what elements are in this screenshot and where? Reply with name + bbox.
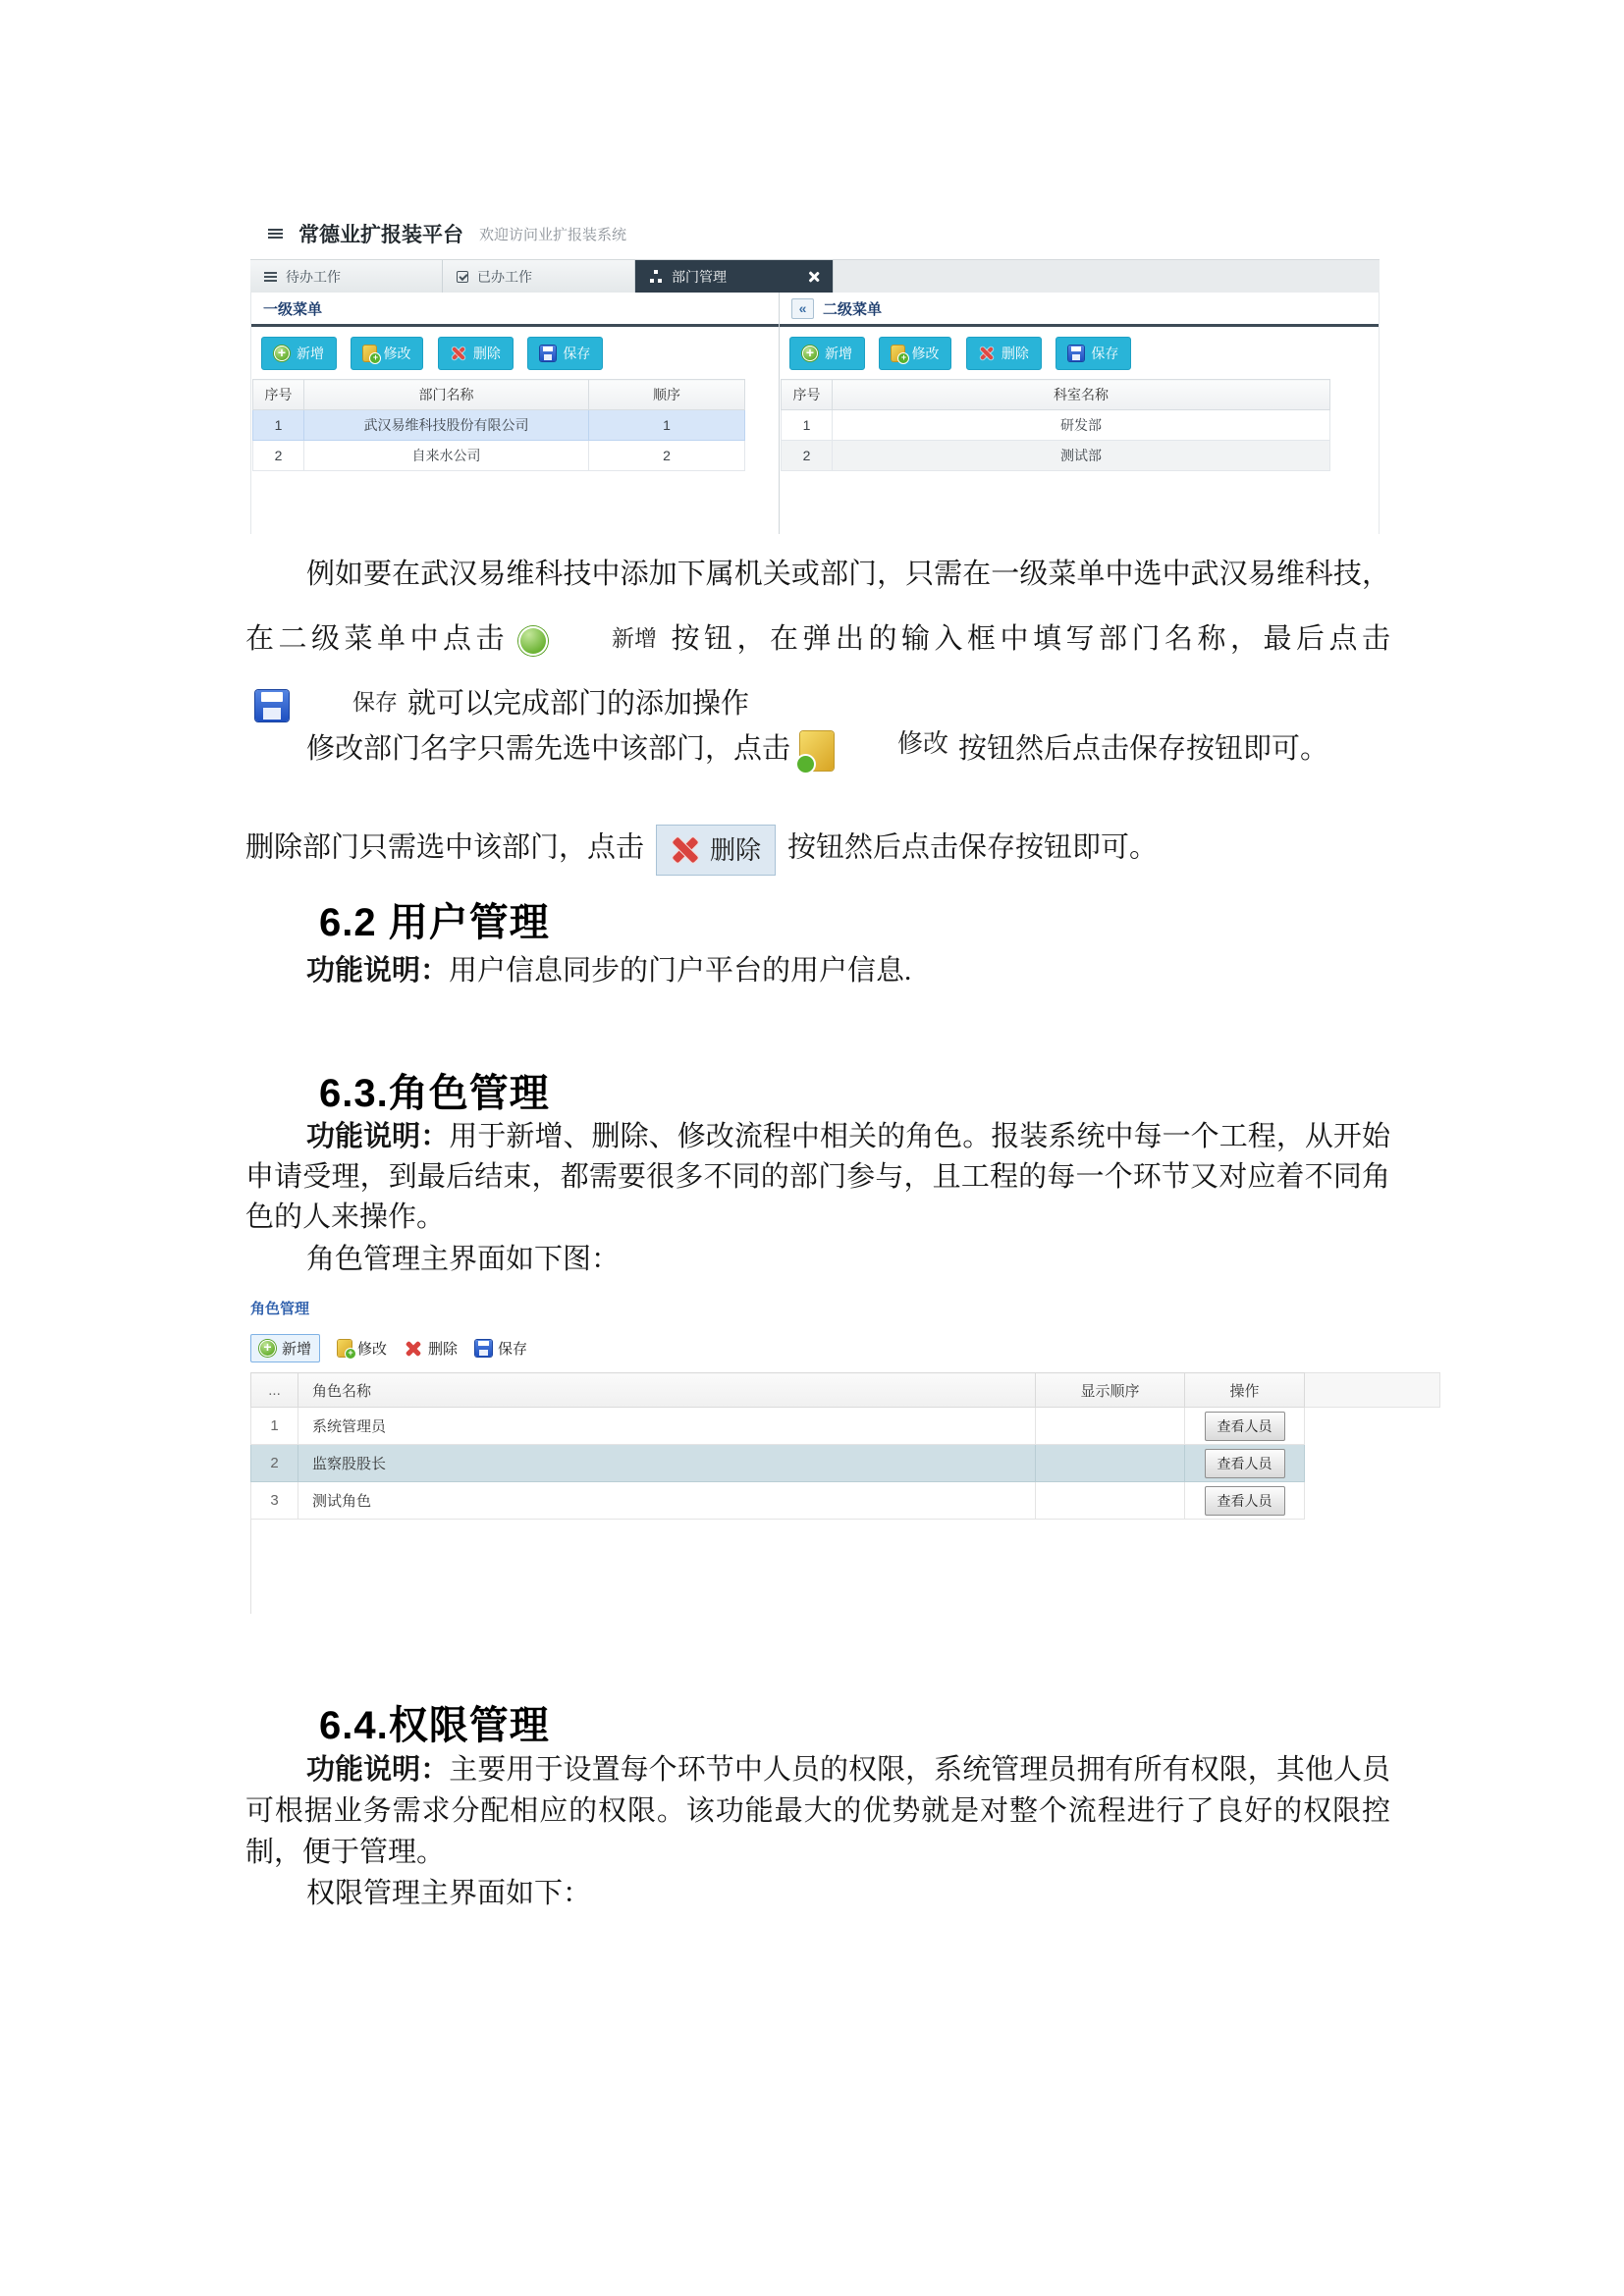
app-welcome-text: 欢迎访问业扩报装系统: [479, 226, 627, 243]
tab-done-work[interactable]: [443, 260, 635, 293]
level1-menu-panel: [251, 293, 780, 534]
delete-button[interactable]: 删除: [438, 337, 514, 370]
view-members-button[interactable]: 查看人员: [1205, 1486, 1285, 1516]
save-icon: [475, 1340, 492, 1357]
header-row: [253, 380, 745, 410]
tab-label: 部门管理: [672, 268, 727, 285]
col-actions: 操作: [1185, 1373, 1305, 1408]
delete-icon: [671, 835, 700, 865]
dept-mgmt-screenshot: [250, 208, 1380, 534]
tab-label: 已办工作: [477, 268, 532, 285]
table-row[interactable]: 1 系统管理员 查看人员: [251, 1408, 1440, 1445]
edit-icon: [363, 346, 376, 361]
col-display-order: 显示顺序: [1036, 1373, 1185, 1408]
add-icon: [518, 626, 548, 656]
table-row[interactable]: 3 测试角色 查看人员: [251, 1482, 1440, 1520]
heading-6-2: 6.2 用户管理: [319, 901, 550, 944]
collapse-left-icon[interactable]: «: [791, 298, 814, 319]
paragraph-6-4: 功能说明：主要用于设置每个环节中人员的权限，系统管理员拥有所有权限，其他人员可根据业务需求分配相应的权限。该功能最大的优势就是对整个流程进行了良好的权限控制，便于管理。: [245, 1754, 1390, 1868]
inline-save-button-image: 保存: [255, 690, 398, 721]
list-icon: [264, 272, 277, 282]
panel-header: [780, 293, 1379, 327]
paragraph-add-dept: 例如要在武汉易维科技中添加下属机关或部门，只需在一级菜单中选中武汉易维科技，在二级菜单中点击 + 新增 按钮，在弹出的输入框中填写部门名称，最后点击 保存 就可以完成部门的添加操作: [245, 542, 1390, 736]
paragraph-6-3: 功能说明：用于新增、删除、修改流程中相关的角色。报装系统中每一个工程，从开始申请受理，到最后结束，都需要很多不同的部门参与，且工程的每一个环节又对应着不同角色的人来操作。: [245, 1121, 1390, 1233]
add-button[interactable]: + 新增: [789, 337, 865, 370]
function-label: 功能说明：: [306, 955, 450, 987]
dept-table: [252, 379, 745, 471]
table-row[interactable]: 2 测试部: [782, 441, 1330, 471]
check-icon: [457, 271, 468, 283]
paragraph-edit-dept: 修改部门名字只需先选中该部门，点击 + 修改 按钮然后点击保存按钮即可。: [245, 728, 1390, 771]
col-filler: [1305, 1373, 1440, 1408]
save-button[interactable]: 保存: [1056, 337, 1131, 370]
app-header: [250, 208, 1380, 259]
menu-icon[interactable]: [268, 229, 283, 240]
add-button[interactable]: + 新增: [250, 1334, 320, 1362]
col-order: 顺序: [589, 380, 745, 410]
caption-role-ui: 角色管理主界面如下图：: [306, 1244, 621, 1275]
col-dept-name: 部门名称: [304, 380, 589, 410]
panel-header: [251, 293, 779, 327]
add-icon: [274, 346, 290, 361]
edit-icon: [338, 1340, 352, 1357]
save-button[interactable]: 保存: [475, 1338, 527, 1359]
delete-icon: [405, 1340, 422, 1358]
edit-button[interactable]: + 修改: [338, 1338, 387, 1359]
save-icon: [540, 346, 556, 361]
role-mgmt-title: 角色管理: [250, 1301, 310, 1317]
role-table: [250, 1372, 1440, 1520]
toolbar: [250, 1334, 1440, 1362]
delete-icon: [451, 346, 466, 361]
col-seq: 序号: [253, 380, 304, 410]
tab-dept-mgmt[interactable]: [635, 260, 834, 293]
paragraph-6-2: 功能说明：用户信息同步的门户平台的用户信息.: [306, 955, 912, 987]
panel-title: 一级菜单: [263, 300, 323, 318]
function-label: 功能说明：: [306, 1121, 450, 1152]
delete-button[interactable]: 删除: [405, 1338, 458, 1359]
add-button[interactable]: + 新增: [261, 337, 337, 370]
edit-icon: [892, 346, 904, 361]
inline-add-button-image: + 新增: [518, 626, 657, 656]
table-row[interactable]: 2 监察股股长 查看人员: [251, 1445, 1440, 1482]
toolbar: [251, 327, 779, 379]
header-row: [782, 380, 1330, 410]
caption-perm-ui: 权限管理主界面如下：: [306, 1878, 592, 1909]
edit-icon: [800, 731, 834, 771]
header-row: [251, 1373, 1440, 1408]
close-icon[interactable]: [808, 271, 819, 282]
table-row[interactable]: 1 武汉易维科技股份有限公司 1: [253, 410, 745, 441]
inline-edit-button-image: + 修改: [800, 731, 948, 771]
heading-6-4: 6.4.权限管理: [319, 1704, 550, 1747]
level2-menu-panel: [780, 293, 1379, 534]
tab-todo-work[interactable]: [250, 260, 443, 293]
panel-left-edge: [250, 1520, 251, 1614]
view-members-button[interactable]: 查看人员: [1205, 1449, 1285, 1478]
sitemap-icon: [649, 270, 663, 283]
office-table: [781, 379, 1330, 471]
panel-area: [250, 293, 1380, 534]
save-icon: [1068, 346, 1084, 361]
panel-title: 二级菜单: [823, 300, 883, 318]
heading-6-3: 6.3.角色管理: [319, 1072, 550, 1115]
save-button[interactable]: 保存: [527, 337, 603, 370]
add-icon: [802, 346, 818, 361]
table-row[interactable]: 2 自来水公司 2: [253, 441, 745, 471]
function-label: 功能说明：: [306, 1754, 450, 1786]
edit-button[interactable]: + 修改: [879, 337, 951, 370]
col-seq: 序号: [782, 380, 833, 410]
view-members-button[interactable]: 查看人员: [1205, 1412, 1285, 1441]
app-title: 常德业扩报装平台: [298, 224, 463, 246]
col-role-name: 角色名称: [298, 1373, 1036, 1408]
edit-button[interactable]: + 修改: [351, 337, 423, 370]
col-ellipsis: ...: [251, 1373, 298, 1408]
delete-icon: [979, 346, 995, 361]
tab-bar: [250, 259, 1380, 293]
toolbar: [780, 327, 1379, 379]
inline-delete-button-image: 删除: [656, 825, 776, 876]
paragraph-delete-dept: 删除部门只需选中该部门，点击 删除 按钮然后点击保存按钮即可。: [245, 825, 1390, 876]
delete-button[interactable]: 删除: [966, 337, 1042, 370]
add-icon: [259, 1340, 276, 1357]
tab-label: 待办工作: [286, 268, 341, 285]
save-icon: [255, 690, 289, 721]
col-office-name: 科室名称: [833, 380, 1330, 410]
table-row[interactable]: 1 研发部: [782, 410, 1330, 441]
role-mgmt-screenshot: [250, 1298, 1440, 1614]
